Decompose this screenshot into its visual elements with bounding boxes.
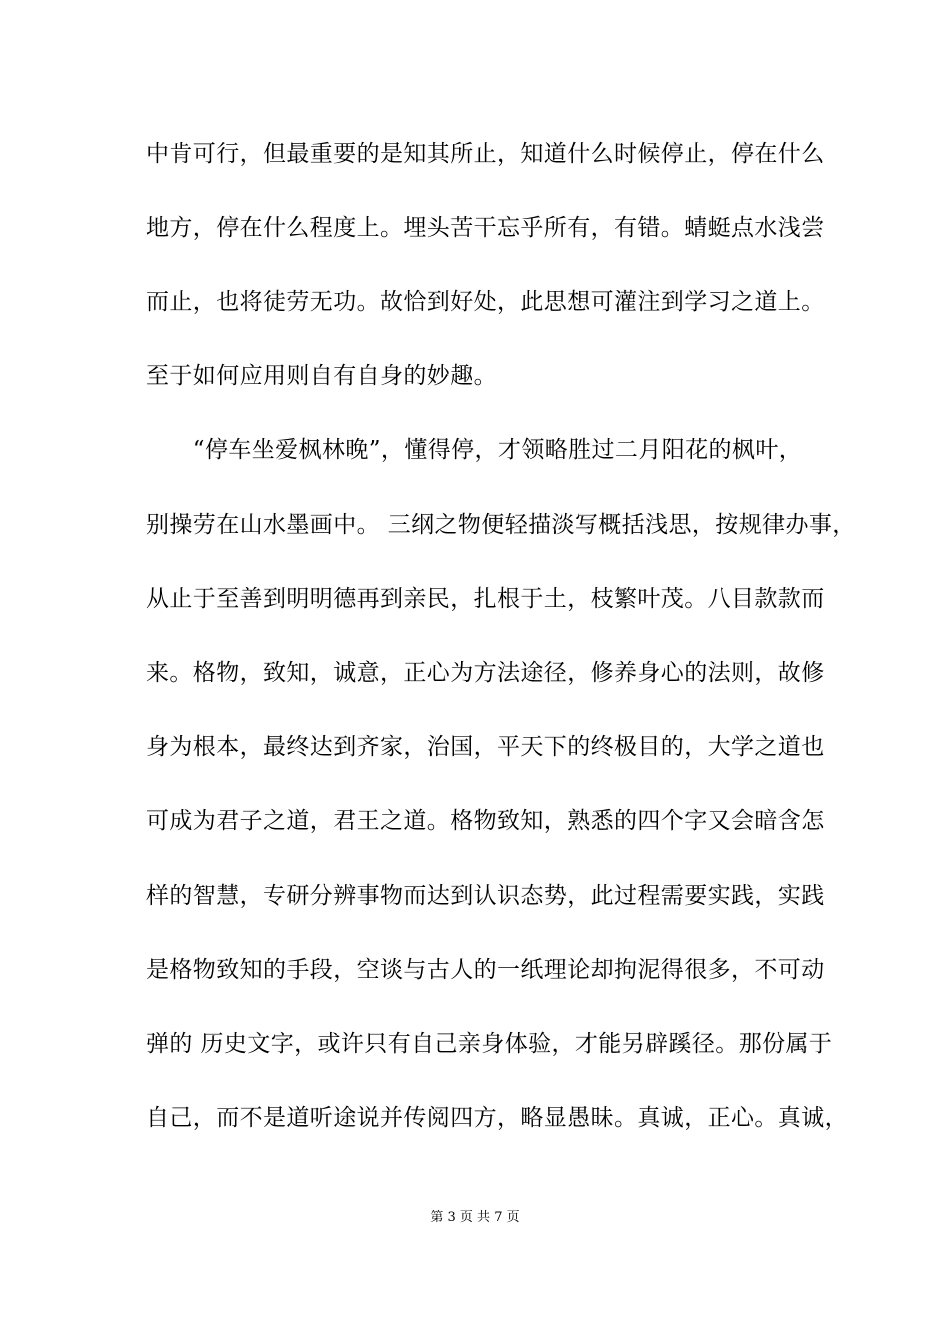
text-line-3: 而止，也将徒劳无功。故恰到好处，此思想可灌注到学习之道上。 [146,289,825,315]
text-line-12: 是格物致知的手段，空谈与古人的一纸理论却拘泥得很多，不可动 [146,957,825,983]
text-line-11: 样的智慧，专研分辨事物而达到认识态势，此过程需要实践，实践 [146,883,825,909]
text-line-13: 弹的 历史文字，或许只有自己亲身体验，才能另辟蹊径。那份属于 [146,1031,833,1057]
page-number-footer [0,1209,950,1227]
text-line-8: 来。格物，致知，诚意，正心为方法途径，修养身心的法则，故修 [146,660,825,686]
text-line-6: 别操劳在山水墨画中。 三纲之物便轻描淡写概括浅思，按规律办事， [146,512,856,538]
text-line-1: 中肯可行，但最重要的是知其所止，知道什么时候停止，停在什么 [146,141,825,167]
text-line-7: 从止于至善到明明德再到亲民，扎根于土，枝繁叶茂。八目款款而 [146,586,825,612]
page-number-text: 第 3 页 共 7 页 [430,1210,520,1225]
text-line-4: 至于如何应用则自有自身的妙趣。 [146,363,497,389]
text-line-2: 地方，停在什么程度上。埋头苦干忘乎所有，有错。蜻蜓点水浅尝 [146,215,825,241]
text-line-14: 自己，而不是道听途说并传阅四方，略显愚昧。真诚，正心。真诚， [146,1105,848,1131]
text-line-5: “停车坐爱枫林晚”，懂得停，才领略胜过二月阳花的枫叶， [146,437,803,463]
text-line-10: 可成为君子之道，君王之道。格物致知，熟悉的四个字又会暗含怎 [146,808,825,834]
text-line-9: 身为根本，最终达到齐家，治国，平天下的终极目的，大学之道也 [146,734,825,760]
